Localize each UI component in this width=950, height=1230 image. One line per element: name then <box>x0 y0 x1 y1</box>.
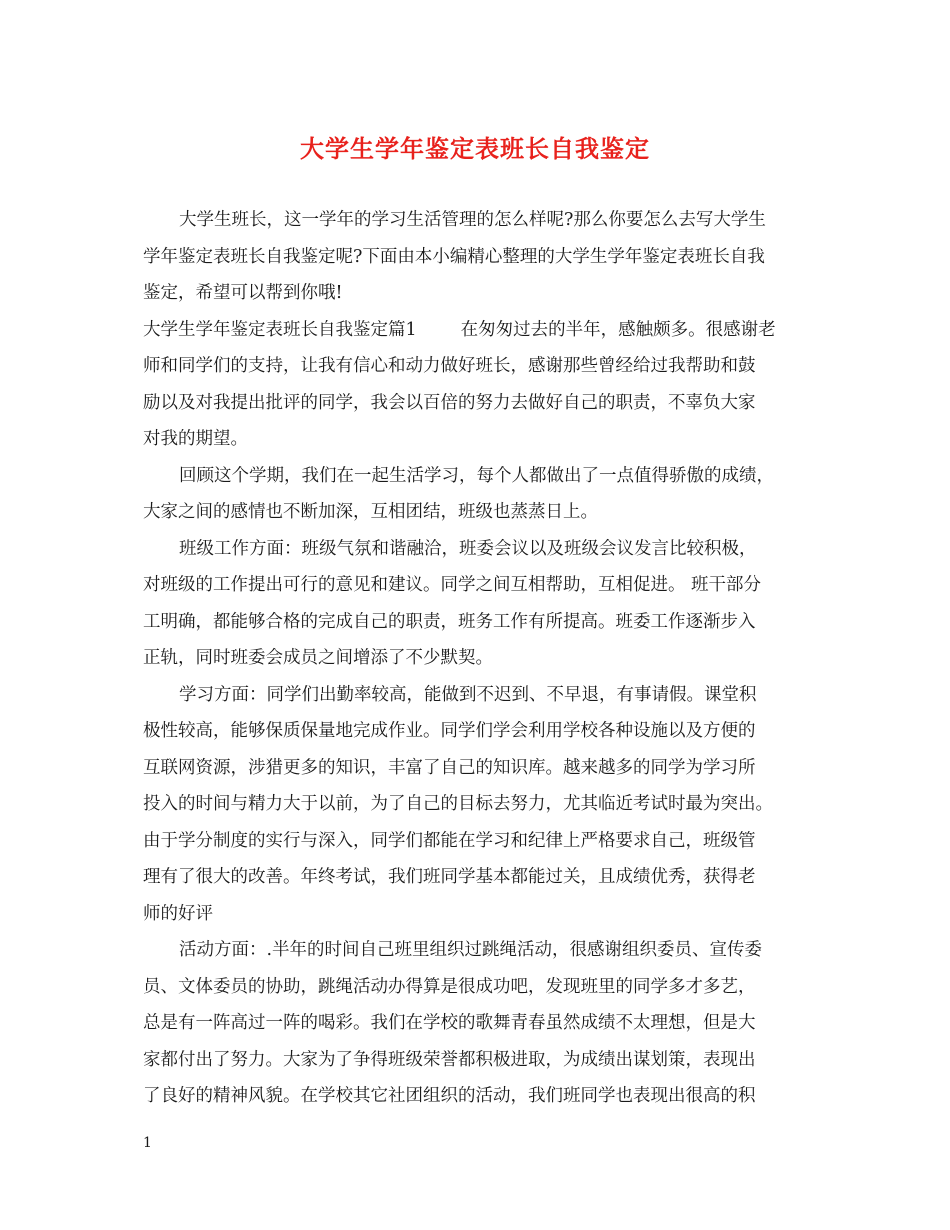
body-line: 学习方面：同学们出勤率较高，能做到不迟到、不早退，有事请假。课堂积 <box>179 684 757 705</box>
body-line: 励以及对我提出批评的同学，我会以百倍的努力去做好自己的职责，不辜负大家 <box>143 392 756 413</box>
body-line: 师和同学们的支持，让我有信心和动力做好班长，感谢那些曾经给过我帮助和鼓 <box>143 356 756 376</box>
body-line: 投入的时间与精力大于以前，为了自己的目标去努力，尤其临近考试时最为突出。 <box>143 794 773 814</box>
body-line: 了良好的精神风貌。在学校其它社团组织的活动，我们班同学也表现出很高的积 <box>143 1086 756 1106</box>
body-line: 员、文体委员的协助，跳绳活动办得算是很成功吧，发现班里的同学多才多艺， <box>143 976 756 997</box>
body-line: 理有了很大的改善。年终考试，我们班同学基本都能过关，且成绩优秀，获得老 <box>143 867 756 887</box>
body-line: 学年鉴定表班长自我鉴定呢?下面由本小编精心整理的大学生学年鉴定表班长自我 <box>143 246 765 267</box>
body-line: 大学生班长，这一学年的学习生活管理的怎么样呢?那么你要怎么去写大学生 <box>179 210 766 230</box>
body-line: 对我的期望。 <box>143 429 248 449</box>
section-heading: 大学生学年鉴定表班长自我鉴定篇1 <box>143 319 417 340</box>
body-line: 互联网资源，涉猎更多的知识，丰富了自己的知识库。越来越多的同学为学习所 <box>143 757 756 778</box>
body-line: 工明确，都能够合格的完成自己的职责，班务工作有所提高。班委工作逐渐步入 <box>143 611 756 632</box>
body-line: 家都付出了努力。大家为了争得班级荣誉都积极进取，为成绩出谋划策，表现出 <box>143 1049 756 1070</box>
body-line: 总是有一阵高过一阵的喝彩。我们在学校的歌舞青春虽然成绩不太理想，但是大 <box>143 1013 756 1033</box>
body-line: 正轨，同时班委会成员之间增添了不少默契。 <box>143 648 493 668</box>
body-line: 鉴定，希望可以帮到你哦! <box>143 283 343 303</box>
body-line-inline: 在匆匆过去的半年，感触颇多。很感谢老 <box>460 319 776 340</box>
page-number: 1 <box>143 1135 152 1151</box>
body-line: 活动方面：.半年的时间自己班里组织过跳绳活动，很感谢组织委员、宣传委 <box>179 940 763 960</box>
body-line: 极性较高，能够保质保量地完成作业。同学们学会利用学校各种设施以及方便的 <box>143 721 756 741</box>
body-line: 班级工作方面：班级气氛和谐融洽，班委会议以及班级会议发言比较积极， <box>179 538 757 559</box>
body-line: 对班级的工作提出可行的意见和建议。同学之间互相帮助，互相促进。 班干部分 <box>143 575 762 595</box>
body-line: 回顾这个学期，我们在一起生活学习，每个人都做出了一点值得骄傲的成绩， <box>179 465 774 486</box>
document-title: 大学生学年鉴定表班长自我鉴定 <box>300 134 650 163</box>
body-line: 由于学分制度的实行与深入，同学们都能在学习和纪律上严格要求自己，班级管 <box>143 830 756 851</box>
document-body <box>143 202 815 1115</box>
body-line: 师的好评 <box>143 903 213 924</box>
section-heading-line <box>143 312 815 349</box>
body-line: 大家之间的感情也不断加深，互相团结，班级也蒸蒸日上。 <box>143 502 598 522</box>
